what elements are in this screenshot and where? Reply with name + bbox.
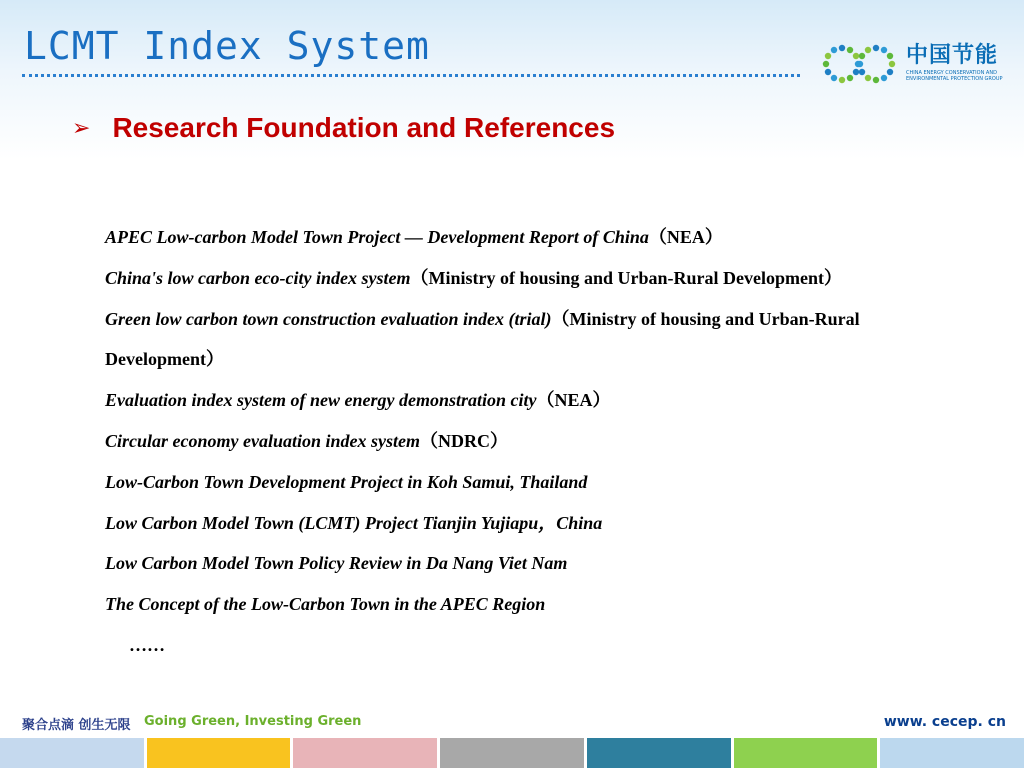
color-bar-segment: [440, 738, 584, 768]
footer-slogan-en: Going Green, Investing Green: [144, 714, 362, 729]
reference-item: Circular economy evaluation index system（NDRC）: [105, 430, 508, 451]
slide-title: LCMT Index System: [24, 24, 430, 68]
footer-url: www. cecep. cn: [883, 714, 1006, 730]
arrow-bullet-icon: ➢: [72, 115, 91, 141]
section-heading: [72, 112, 615, 144]
ellipsis: ……: [129, 634, 165, 655]
section-heading-text: Research Foundation and References: [112, 112, 616, 143]
reference-item: Green low carbon town construction evaluation index (trial)（Ministry of housing and Urban-Rural Development）: [105, 308, 860, 370]
reference-item: APEC Low-carbon Model Town Project — Development Report of China（NEA）: [105, 227, 723, 247]
color-bar-segment: [147, 738, 291, 768]
reference-list: [105, 217, 945, 666]
reference-item: Low-Carbon Town Development Project in Koh Samui, Thailand: [105, 471, 588, 492]
color-bar-segment: [587, 738, 731, 768]
color-bar-segment: [293, 738, 437, 768]
reference-item: Evaluation index system of new energy demonstration city（NEA）: [105, 390, 611, 411]
footer-slogan-cn: 聚合点滴 创生无限: [22, 718, 131, 733]
logo-text: 中国节能: [906, 43, 999, 68]
reference-item: Low Carbon Model Town Policy Review in Da Nang Viet Nam: [105, 553, 568, 574]
color-bar-segment: [880, 738, 1024, 768]
reference-item: The Concept of the Low-Carbon Town in the APEC Region: [105, 594, 546, 615]
logo-subtitle: CHINA ENERGY CONSERVATION AND ENVIRONMENTAL PROTECTION GROUP: [906, 70, 1003, 82]
color-bar-segment: [0, 738, 144, 768]
color-bar-segment: [734, 738, 878, 768]
footer-color-bar: [0, 738, 1024, 768]
reference-item: China's low carbon eco-city index system（Ministry of housing and Urban-Rural Development）: [105, 267, 843, 288]
reference-item: Low Carbon Model Town (LCMT) Project Tianjin Yujiapu，China: [105, 512, 603, 533]
title-divider: [22, 74, 800, 77]
